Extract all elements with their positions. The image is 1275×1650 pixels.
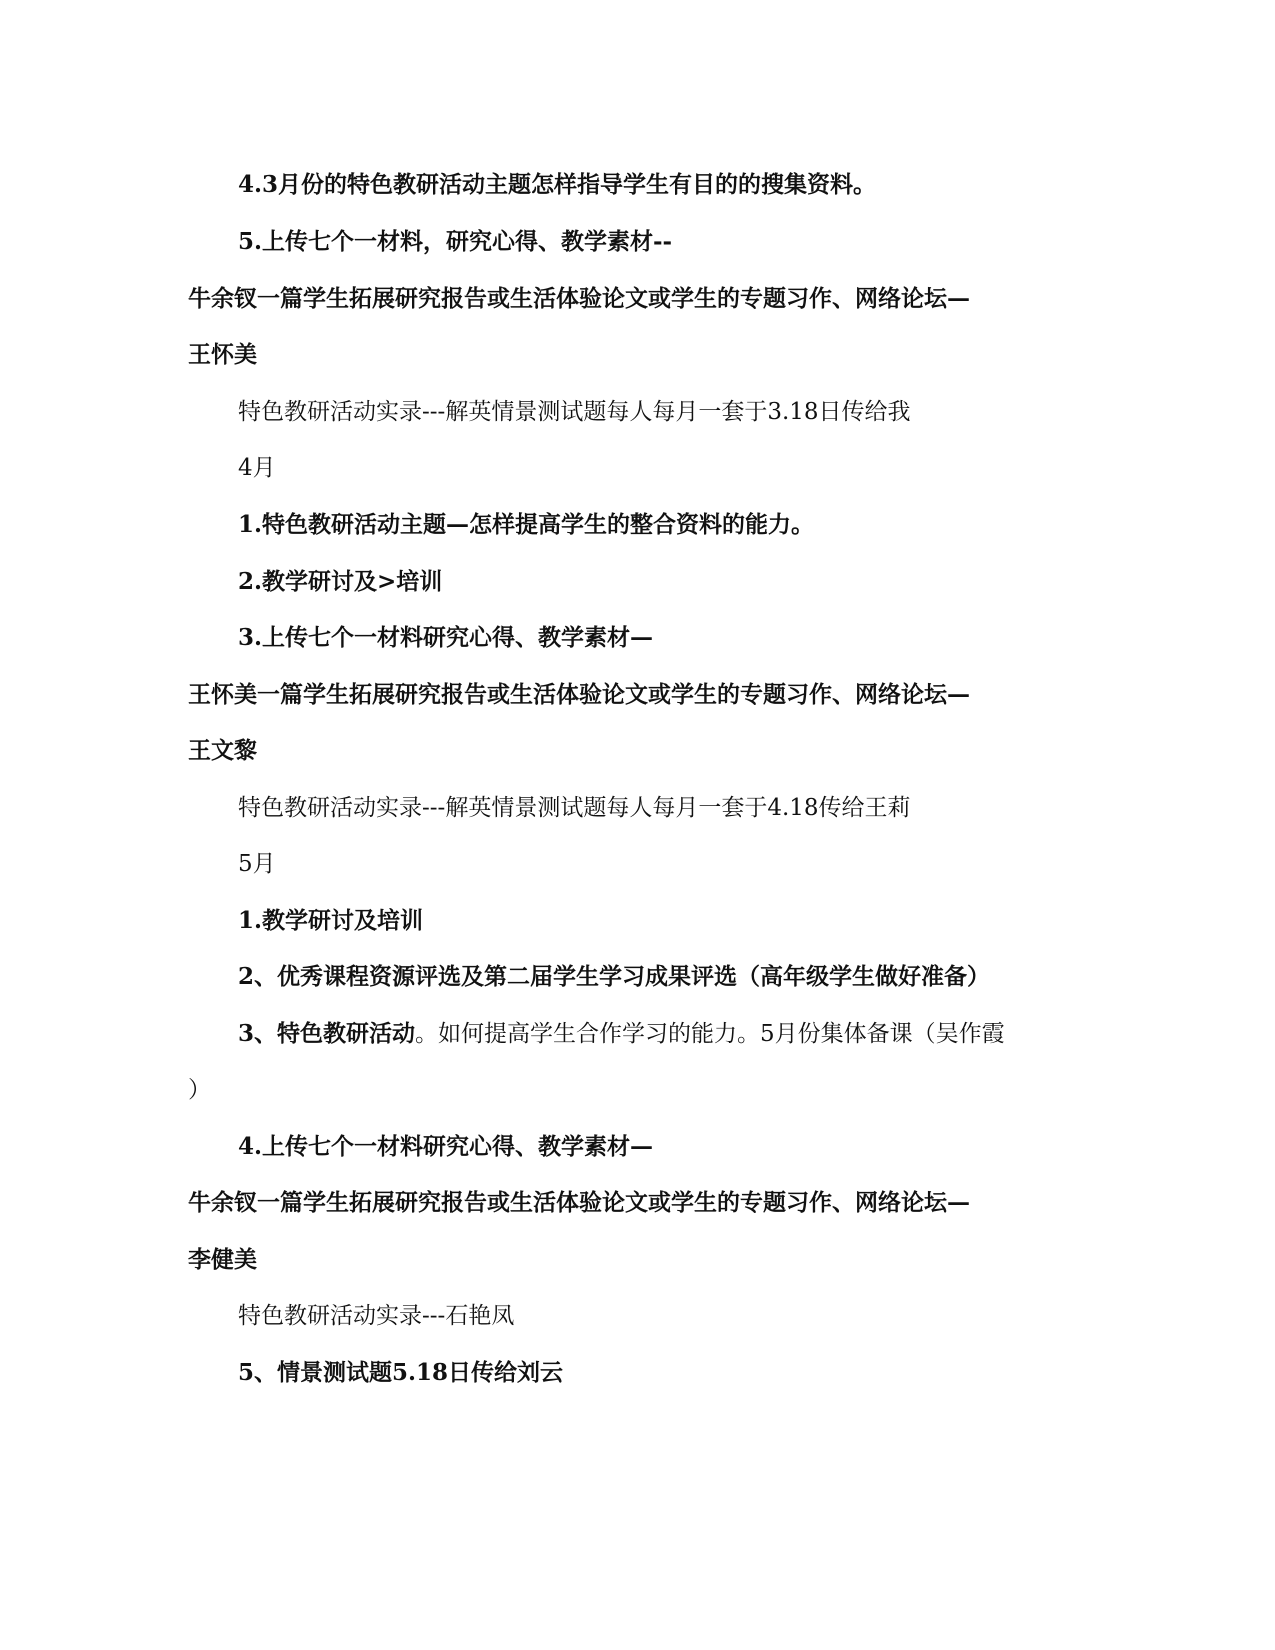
month-heading-april: 4月 <box>238 455 276 481</box>
plan-item-may-2: 2、优秀课程资源评选及第二届学生学习成果评选（高年级学生做好准备） <box>238 963 991 990</box>
plan-item-may-3-title: 3、特色教研活动 <box>238 1020 416 1047</box>
plan-item-march-4: 4.3月份的特色教研活动主题怎样指导学生有目的的搜集资料。 <box>238 171 877 198</box>
plan-item-march-5: 5.上传七个一材料，研究心得、教学素材-- <box>238 228 673 255</box>
plan-item-may-1: 1.教学研讨及培训 <box>238 907 424 934</box>
plan-item-may-5: 5、情景测试题5.18日传给刘云 <box>238 1359 564 1386</box>
plan-item-march-5-person: 王怀美 <box>188 341 257 368</box>
plan-item-april-3-person: 王文黎 <box>188 737 257 764</box>
plan-item-may-record: 特色教研活动实录---石艳凤 <box>238 1303 515 1329</box>
plan-item-april-1: 1.特色教研活动主题—怎样提高学生的整合资料的能力。 <box>238 511 815 538</box>
plan-item-march-record: 特色教研活动实录---解英情景测试题每人每月一套于3.18日传给我 <box>238 399 911 425</box>
plan-item-may-3-continued: ） <box>188 1077 211 1103</box>
month-heading-may: 5月 <box>238 851 276 877</box>
plan-item-april-record: 特色教研活动实录---解英情景测试题每人每月一套于4.18传给王莉 <box>238 795 911 821</box>
plan-item-may-4: 4.上传七个一材料研究心得、教学素材— <box>238 1133 654 1160</box>
plan-item-april-3: 3.上传七个一材料研究心得、教学素材— <box>238 624 654 651</box>
plan-item-may-4-continued: 牛余钗一篇学生拓展研究报告或生活体验论文或学生的专题习作、网络论坛— <box>188 1189 970 1216</box>
plan-item-may-4-person: 李健美 <box>188 1246 257 1273</box>
plan-item-may-3-detail: 。如何提高学生合作学习的能力。5月份集体备课（吴作霞 <box>415 1021 1005 1047</box>
plan-item-april-3-continued: 王怀美一篇学生拓展研究报告或生活体验论文或学生的专题习作、网络论坛— <box>188 681 970 708</box>
plan-item-march-5-continued: 牛余钗一篇学生拓展研究报告或生活体验论文或学生的专题习作、网络论坛— <box>188 285 970 312</box>
plan-item-may-3 <box>238 1019 1005 1049</box>
plan-item-april-2: 2.教学研讨及>培训 <box>238 568 443 595</box>
